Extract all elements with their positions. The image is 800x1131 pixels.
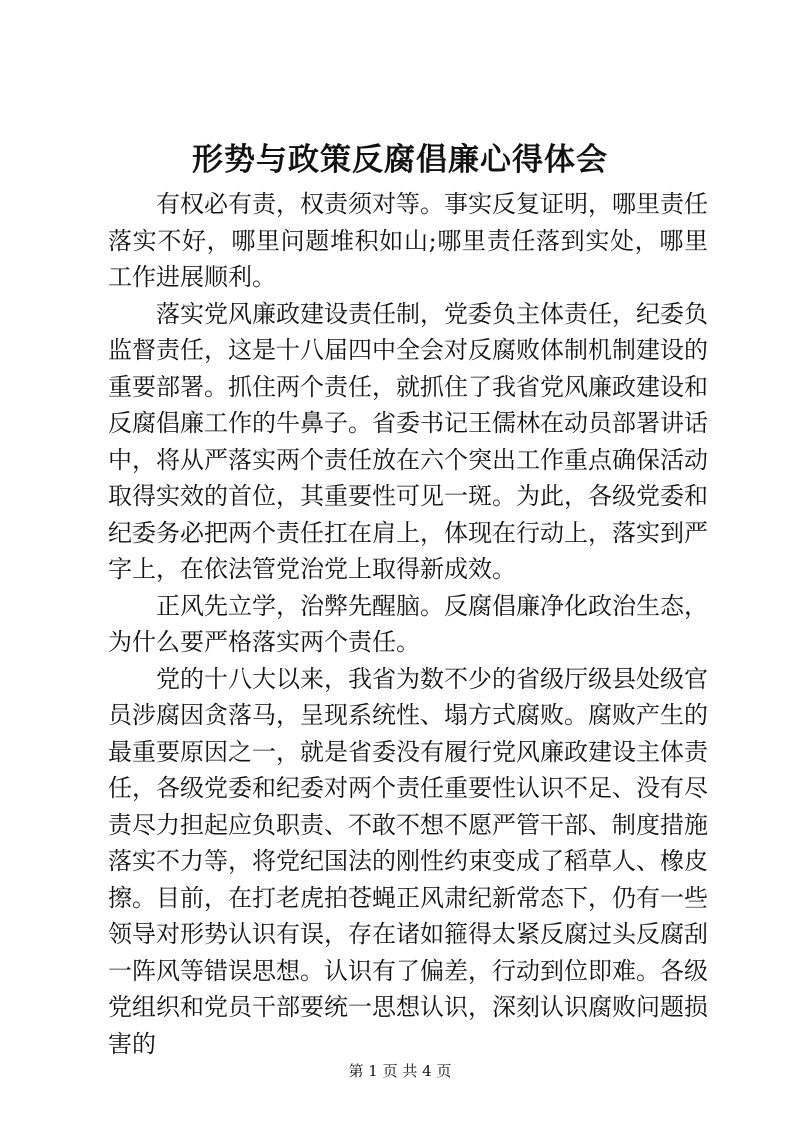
document-title: 形势与政策反腐倡廉心得体会 [192,142,608,178]
paragraph-3: 正风先立学，治弊先醒脑。反腐倡廉净化政治生态，为什么要严格落实两个责任。 [108,591,708,656]
paragraph-1: 有权必有责，权责须对等。事实反复证明，哪里责任落实不好，哪里问题堆积如山;哪里责任落到实处，哪里工作进展顺利。 [108,190,708,291]
document-body [108,186,708,1062]
paragraph-2: 落实党风廉政建设责任制，党委负主体责任，纪委负监督责任，这是十八届四中全会对反腐败体制机制建设的重要部署。抓住两个责任，就抓住了我省党风廉政建设和反腐倡廉工作的牛鼻子。省委书记王儒林在动员部署讲话中，将从严落实两个责任放在六个突出工作重点确保活动取得实效的首位，其重要性可见一斑。为此，各级党委和纪委务必把两个责任扛在肩上，体现在行动上，落实到严字上，在依法管党治党上取得新成效。 [108,299,708,583]
paragraph-4: 党的十八大以来，我省为数不少的省级厅级县处级官员涉腐因贪落马，呈现系统性、塌方式腐败。腐败产生的最重要原因之一，就是省委没有履行党风廉政建设主体责任，各级党委和纪委对两个责任重要性认识不足、没有尽责尽力担起应负职责、不敢不想不愿严管干部、制度措施落实不力等，将党纪国法的刚性约束变成了稻草人、橡皮擦。目前，在打老虎拍苍蝇正风肃纪新常态下，仍有一些领导对形势认识有误，存在诸如箍得太紧反腐过头反腐刮一阵风等错误思想。认识有了偏差，行动到位即难。各级党组织和党员干部要统一思想认识，深刻认识腐败问题损害的 [108,664,708,1058]
page-footer: 第 1 页 共 4 页 [348,1062,452,1080]
